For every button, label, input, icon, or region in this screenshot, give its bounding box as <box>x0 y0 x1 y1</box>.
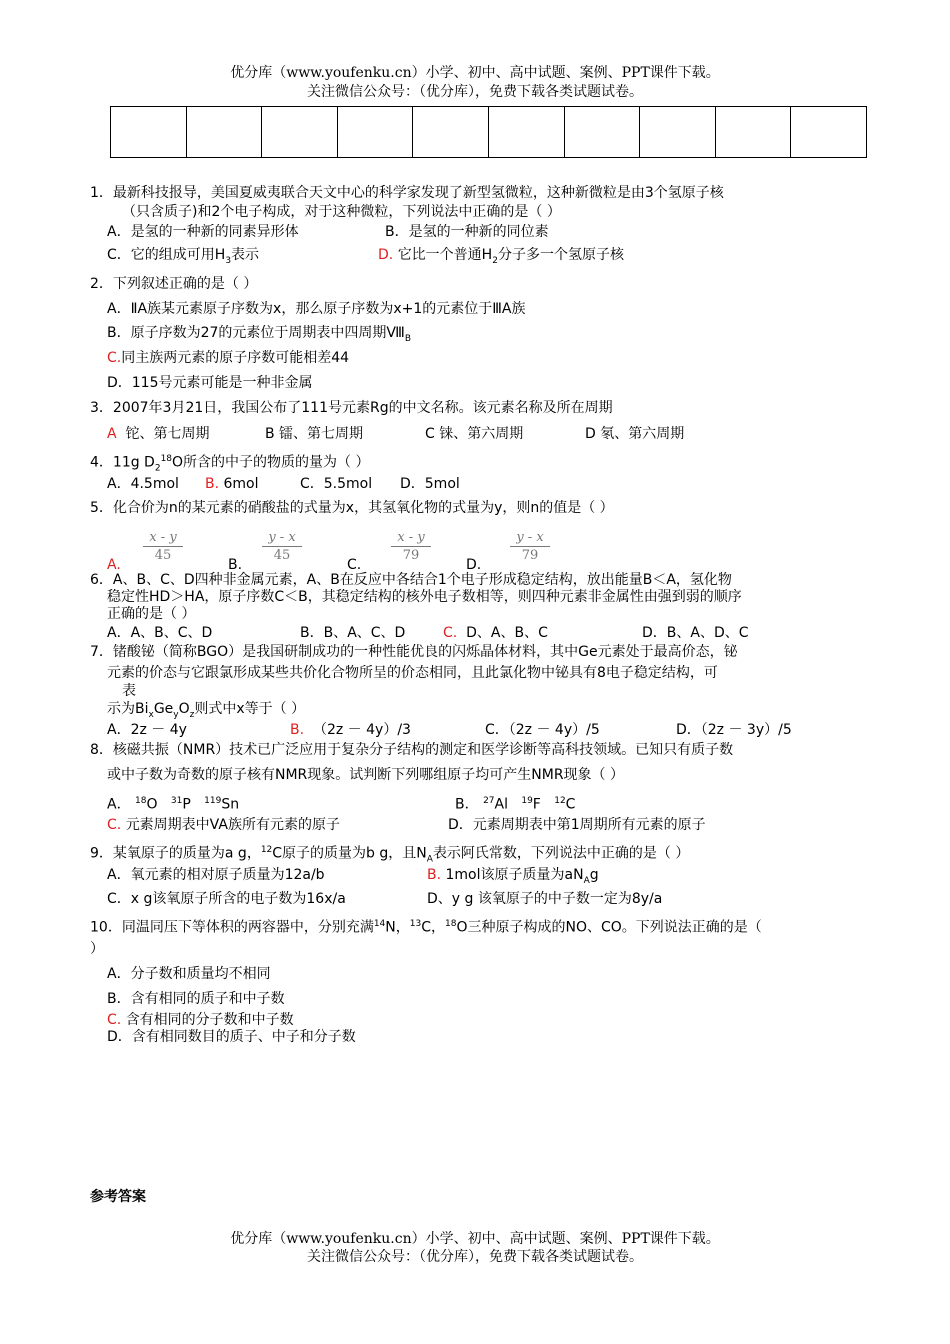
q2-option-b <box>107 324 411 348</box>
q1-option-c-text: C．它的组成可用H <box>107 247 226 263</box>
q10-option-d: D．含有相同数目的质子、中子和分子数 <box>107 1029 356 1045</box>
answer-cell[interactable] <box>640 107 716 158</box>
q1-option-c <box>107 246 259 270</box>
q10-answer-letter: C. <box>107 1012 122 1028</box>
q4-option-a: A．4.5mol <box>107 476 179 492</box>
q8-a-isotope-1-element: O <box>146 796 158 813</box>
q9-stem <box>90 841 689 868</box>
q7-formula-ge: Ge <box>153 701 174 717</box>
q5-stem: 5．化合价为n的某元素的硝酸盐的式量为x，其氢氧化物的式量为y，则n的值是（ ） <box>90 500 614 516</box>
q4-answer-letter: B. <box>205 476 220 492</box>
q8-stem-line-2: 或中子数为奇数的原子核有NMR现象。试判断下列哪组原子均可产生NMR现象（ ） <box>107 767 625 783</box>
q9-stem-post: 表示阿氏常数，下列说法中正确的是（ ） <box>432 845 690 862</box>
q2-option-c <box>107 349 349 367</box>
q2-option-b-sub: B <box>404 333 412 344</box>
q7-formula-sub-x: x <box>148 709 154 720</box>
q4-stem <box>90 450 370 477</box>
q6-option-a: A．A、B、C、D <box>107 625 213 641</box>
q5-fraction-d-num: y - x <box>510 529 550 547</box>
q3-option-a <box>107 425 209 443</box>
q8-b-isotope-2-element: F <box>532 796 541 813</box>
q2-stem: 2．下列叙述正确的是（ ） <box>90 276 258 292</box>
q1-answer-letter: D. <box>378 247 394 263</box>
q7-option-c: C．（2z － 4y）/5 <box>485 722 600 738</box>
q7-formula-sub-y: y <box>173 709 179 720</box>
q5-answer-letter: A. <box>107 557 121 573</box>
q9-option-b-post: g <box>589 867 599 883</box>
q1-stem-line-2: （只含质子)和2个电子构成，对于这种微粒，下列说法中正确的是（ ） <box>122 204 561 220</box>
answer-cell[interactable] <box>262 107 338 158</box>
q5-fraction-b-den: 45 <box>273 548 291 563</box>
q1-option-b: B．是氢的一种新的同位素 <box>385 224 549 240</box>
q5-fraction-c-num: x - y <box>391 529 431 547</box>
q10-stem-line-2: ） <box>90 941 104 957</box>
q8-option-a <box>107 792 239 814</box>
q2-answer-letter: C. <box>107 350 122 366</box>
q5-option-b-label: B. <box>228 557 243 573</box>
q6-stem-line-3: 正确的是（ ） <box>107 606 196 622</box>
q1-option-d-sub: 2 <box>492 255 498 266</box>
q10-stem-pre: 10．同温同压下等体积的两容器中，分别充满 <box>90 919 374 936</box>
q1-option-c-post: 表示 <box>231 247 260 263</box>
q10-stem-line-1 <box>90 915 762 937</box>
q7-stem-line-3: 表 <box>122 683 136 699</box>
q5-option-d-label: D. <box>466 557 482 573</box>
q10-option-b: B．含有相同的质子和中子数 <box>107 991 285 1007</box>
q7-option-d: D．（2z － 3y）/5 <box>676 722 792 738</box>
answer-cell[interactable] <box>791 107 867 158</box>
q4-option-c: C．5.5mol <box>300 476 373 492</box>
q2-option-c-text: 同主族两元素的原子序数可能相差44 <box>121 350 350 366</box>
q10-option-c-text: 含有相同的分子数和中子数 <box>125 1012 294 1028</box>
q10-sup-o: 18 <box>445 919 457 929</box>
q10-sup-c: 13 <box>409 919 422 929</box>
q7-stem-line-2: 元素的价态与它跟氯形成某些共价化合物所呈的价态相同，且此氯化物中铋具有8电子稳定结构，可 <box>107 665 718 681</box>
q5-fraction-d-den: 79 <box>521 548 539 563</box>
q8-a-isotope-3-element: Sn <box>221 796 240 813</box>
q4-option-b-text: 6mol <box>223 476 259 492</box>
q8-option-b-label: B． <box>455 796 479 813</box>
q8-option-b <box>455 792 575 814</box>
q3-option-c: C 铼、第六周期 <box>425 426 524 442</box>
q9-stem-sup: 12 <box>260 845 273 855</box>
answers-title: 参考答案 <box>90 1189 146 1205</box>
q7-formula-o: O <box>178 701 190 717</box>
q3-option-b: B 镭、第七周期 <box>265 426 364 442</box>
answer-cell[interactable] <box>488 107 564 158</box>
q9-stem-mid: C原子的质量为b g，且N <box>272 845 427 862</box>
q10-el-n: N， <box>385 919 410 936</box>
answer-cell[interactable] <box>715 107 791 158</box>
q4-stem-sub: 2 <box>154 463 161 474</box>
q8-b-isotope-1-mass: 27 <box>483 796 495 806</box>
q9-option-d: D、y g 该氧原子的中子数一定为8y/a <box>427 891 663 907</box>
q5-fraction-d <box>510 529 550 564</box>
q5-fraction-c-den: 79 <box>402 548 420 563</box>
answer-cell[interactable] <box>564 107 640 158</box>
q9-option-b-pre: 1mol该原子质量为aN <box>445 867 584 883</box>
q5-fraction-a <box>143 529 183 564</box>
q8-a-isotope-2-mass: 31 <box>170 796 183 806</box>
q7-formula-post: 则式中x等于（ ） <box>194 701 306 717</box>
answer-cell[interactable] <box>111 107 187 158</box>
q8-a-isotope-3-mass: 119 <box>204 796 222 806</box>
q1-stem-line-1: 1．最新科技报导，美国夏威夷联合天文中心的科学家发现了新型氢微粒，这种新微粒是由3个氢原子核 <box>90 185 724 201</box>
answer-cell[interactable] <box>337 107 413 158</box>
q8-answer-letter: C. <box>107 817 122 833</box>
q10-stem-post: O三种原子构成的NO、CO。下列说法正确的是（ <box>456 919 762 936</box>
answer-cell[interactable] <box>186 107 262 158</box>
q8-option-d: D．元素周期表中第1周期所有元素的原子 <box>448 817 706 833</box>
q5-fraction-c <box>391 529 431 564</box>
q6-answer-letter: C. <box>443 625 458 641</box>
q1-option-d-post: 分子多一个氢原子核 <box>497 247 624 263</box>
q8-a-isotope-1-mass: 18 <box>135 796 147 806</box>
q10-option-c <box>107 1011 294 1029</box>
header-line-1: 优分库（www.youfenku.cn）小学、初中、高中试题、案例、PPT课件下载。 <box>230 65 720 81</box>
q8-b-isotope-1-element: Al <box>494 796 508 813</box>
q9-stem-sub: A <box>426 854 433 865</box>
q3-stem: 3．2007年3月21日，我国公布了111号元素Rg的中文名称。该元素名称及所在周期 <box>90 400 613 416</box>
q7-formula-sub-z: z <box>189 709 195 720</box>
q5-fraction-b <box>262 529 302 564</box>
q1-option-d-text: 它比一个普通H <box>397 247 493 263</box>
q5-fraction-b-num: y - x <box>262 529 302 547</box>
q2-option-d: D．115号元素可能是一种非金属 <box>107 375 313 391</box>
q8-option-c-text: 元素周期表中VA族所有元素的原子 <box>125 817 340 833</box>
q3-option-d: D 氡、第六周期 <box>585 426 685 442</box>
q6-option-c <box>443 624 548 642</box>
q5-fraction-a-den: 45 <box>154 548 172 563</box>
q6-option-c-text: D、A、B、C <box>466 625 548 641</box>
q7-option-b <box>290 721 411 739</box>
q8-b-isotope-3-element: C <box>565 796 576 813</box>
q8-stem-line-1: 8．核磁共振（NMR）技术已广泛应用于复杂分子结构的测定和医学诊断等高科技领域。已知只有质子数 <box>90 742 734 758</box>
q4-stem-sup: 18 <box>160 454 173 464</box>
q1-option-d <box>378 246 624 270</box>
footer-line-1: 优分库（www.youfenku.cn）小学、初中、高中试题、案例、PPT课件下载。 <box>230 1231 720 1247</box>
q4-option-b <box>205 475 259 493</box>
q4-stem-pre: 4．11g D <box>90 454 155 471</box>
q9-option-a: A．氧元素的相对原子质量为12a/b <box>107 867 325 883</box>
q7-answer-letter: B. <box>290 722 305 738</box>
q7-option-a: A．2z － 4y <box>107 722 187 738</box>
q4-option-d: D．5mol <box>400 476 460 492</box>
answer-grid <box>110 106 867 158</box>
q10-el-c: C， <box>421 919 445 936</box>
q5-option-c-label: C. <box>347 557 362 573</box>
answer-cell[interactable] <box>413 107 489 158</box>
q7-formula-pre: 示为Bi <box>107 701 149 717</box>
q6-stem-line-1: 6．A、B、C、D四种非金属元素，A、B在反应中各结合1个电子形成稳定结构，放出能量B＜A，氢化物 <box>90 572 732 588</box>
q1-option-c-sub: 3 <box>225 255 232 266</box>
q6-option-b: B．B、A、C、D <box>300 625 406 641</box>
q5-fraction-a-num: x - y <box>143 529 183 547</box>
header-line-2: 关注微信公众号：（优分库），免费下载各类试题试卷。 <box>307 84 643 100</box>
q1-option-a: A．是氢的一种新的同素异形体 <box>107 224 299 240</box>
q3-answer-letter: A <box>107 426 117 442</box>
q2-option-b-text: B．原子序数为27的元素位于周期表中四周期Ⅷ <box>107 325 405 341</box>
q9-answer-letter: B. <box>427 867 442 883</box>
q9-stem-pre: 9．某氧原子的质量为a g， <box>90 845 261 862</box>
q10-sup-n: 14 <box>373 919 386 929</box>
q9-option-b <box>427 866 599 890</box>
q6-stem-line-2: 稳定性HD＞HA，原子序数C＜B，其稳定结构的核外电子数相等，则四种元素非金属性由强到弱的顺序 <box>107 589 742 605</box>
q2-option-a: A．ⅡA族某元素原子序数为x，那么原子序数为x+1的元素位于ⅢA族 <box>107 301 526 317</box>
footer-line-2: 关注微信公众号：（优分库），免费下载各类试题试卷。 <box>307 1249 643 1265</box>
q8-option-c <box>107 816 340 834</box>
q8-b-isotope-3-mass: 12 <box>554 796 566 806</box>
q4-stem-post: O所含的中子的物质的量为（ ） <box>172 454 370 471</box>
q8-option-a-label: A． <box>107 796 131 813</box>
q9-option-c: C．x g该氧原子所含的电子数为16x/a <box>107 891 346 907</box>
q7-stem-line-1: 7．锗酸铋（简称BGO）是我国研制成功的一种性能优良的闪烁晶体材料，其中Ge元素处于最高价态，铋 <box>90 644 738 660</box>
q3-option-a-text: 铊、第七周期 <box>125 426 210 442</box>
q8-a-isotope-2-element: P <box>182 796 191 813</box>
q7-option-b-text: （2z － 4y）/3 <box>312 722 411 738</box>
q6-option-d: D．B、A、D、C <box>642 625 749 641</box>
q8-b-isotope-2-mass: 19 <box>521 796 533 806</box>
q10-option-a: A．分子数和质量均不相同 <box>107 966 271 982</box>
q9-option-b-sub: A <box>583 875 590 886</box>
